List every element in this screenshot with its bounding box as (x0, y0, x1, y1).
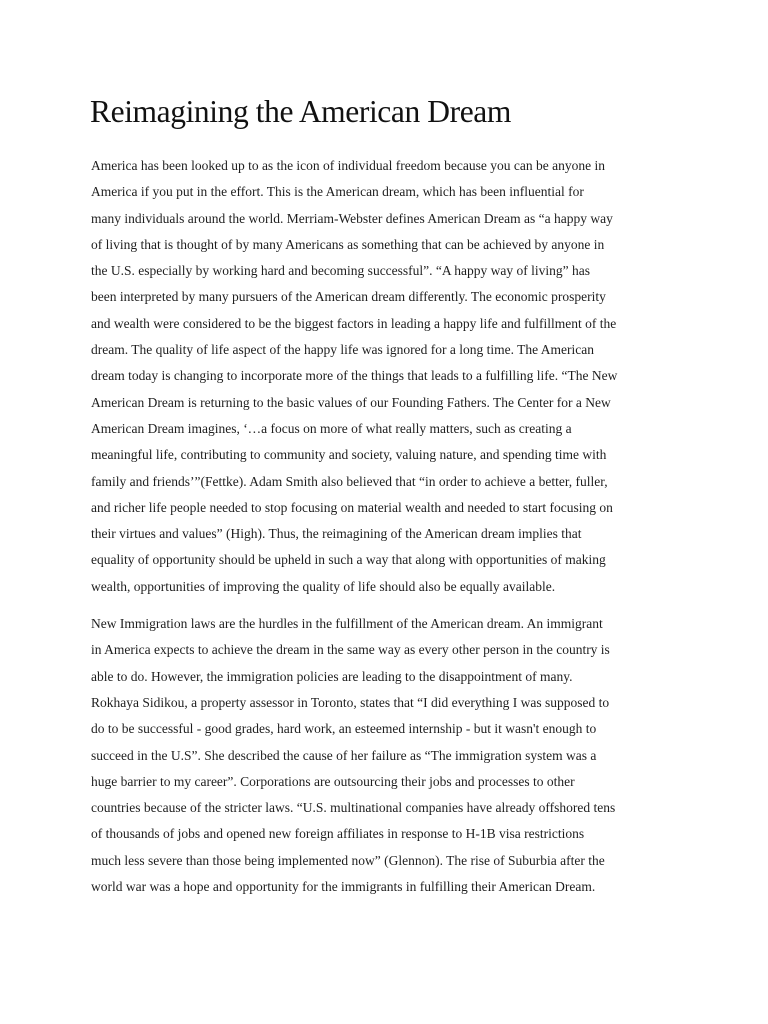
text-line: their virtues and values” (High). Thus, the reimagining of the American dream implies that (91, 526, 582, 542)
text-line: family and friends’”(Fettke). Adam Smith also believed that “in order to achieve a better, fuller, (91, 473, 608, 489)
text-line: countries because of the stricter laws. “U.S. multinational companies have already offshored tens (91, 800, 616, 816)
text-line: Rokhaya Sidikou, a property assessor in Toronto, states that “I did everything I was supposed to (91, 694, 610, 710)
text-line: dream. The quality of life aspect of the happy life was ignored for a long time. The American (91, 342, 594, 358)
text-line: American Dream imagines, ‘…a focus on more of what really matters, such as creating a (91, 420, 572, 436)
text-line: America has been looked up to as the icon of individual freedom because you can be anyone in (91, 158, 605, 173)
text-line: many individuals around the world. Merriam-Webster defines American Dream as “a happy way (91, 210, 613, 226)
text-line: dream today is changing to incorporate more of the things that leads to a fulfilling life. “The New (91, 368, 618, 384)
document-title: Reimagining the American Dream (90, 94, 511, 129)
text-line: succeed in the U.S”. She described the cause of her failure as “The immigration system was a (91, 747, 597, 763)
text-line: wealth, opportunities of improving the quality of life should also be equally available. (91, 578, 556, 594)
text-line: much less severe than those being implemented now” (Glennon). The rise of Suburbia after the (91, 852, 605, 868)
text-line: America if you put in the effort. This is the American dream, which has been influential for (91, 184, 584, 200)
text-line: world war was a hope and opportunity for the immigrants in fulfilling their American Dream. (91, 879, 596, 895)
paragraph (91, 611, 691, 900)
text-line: in America expects to achieve the dream in the same way as every other person in the country is (91, 642, 610, 658)
text-line: meaningful life, contributing to community and society, valuing nature, and spending time with (91, 447, 607, 463)
text-line: the U.S. especially by working hard and becoming successful”. “A happy way of living” has (91, 263, 590, 279)
paragraph (91, 153, 691, 600)
text-line: American Dream is returning to the basic values of our Founding Fathers. The Center for a New (91, 394, 611, 410)
document-body (91, 153, 691, 900)
text-line: able to do. However, the immigration policies are leading to the disappointment of many. (91, 668, 573, 684)
text-line: of living that is thought of by many Americans as something that can be achieved by anyone in (91, 236, 605, 252)
text-line: do to be successful - good grades, hard work, an esteemed internship - but it wasn't enough to (91, 721, 597, 737)
text-line: of thousands of jobs and opened new foreign affiliates in response to H-1B visa restrictions (91, 826, 585, 842)
text-line: and wealth were considered to be the biggest factors in leading a happy life and fulfillment of the (91, 315, 617, 331)
text-line: huge barrier to my career”. Corporations are outsourcing their jobs and processes to other (91, 773, 575, 789)
text-line: equality of opportunity should be upheld in such a way that along with opportunities of making (91, 552, 606, 568)
text-line: New Immigration laws are the hurdles in the fulfillment of the American dream. An immigrant (91, 616, 603, 632)
text-line: and richer life people needed to stop focusing on material wealth and needed to start focusing on (91, 499, 613, 515)
text-line: been interpreted by many pursuers of the American dream differently. The economic prosperity (91, 289, 606, 305)
